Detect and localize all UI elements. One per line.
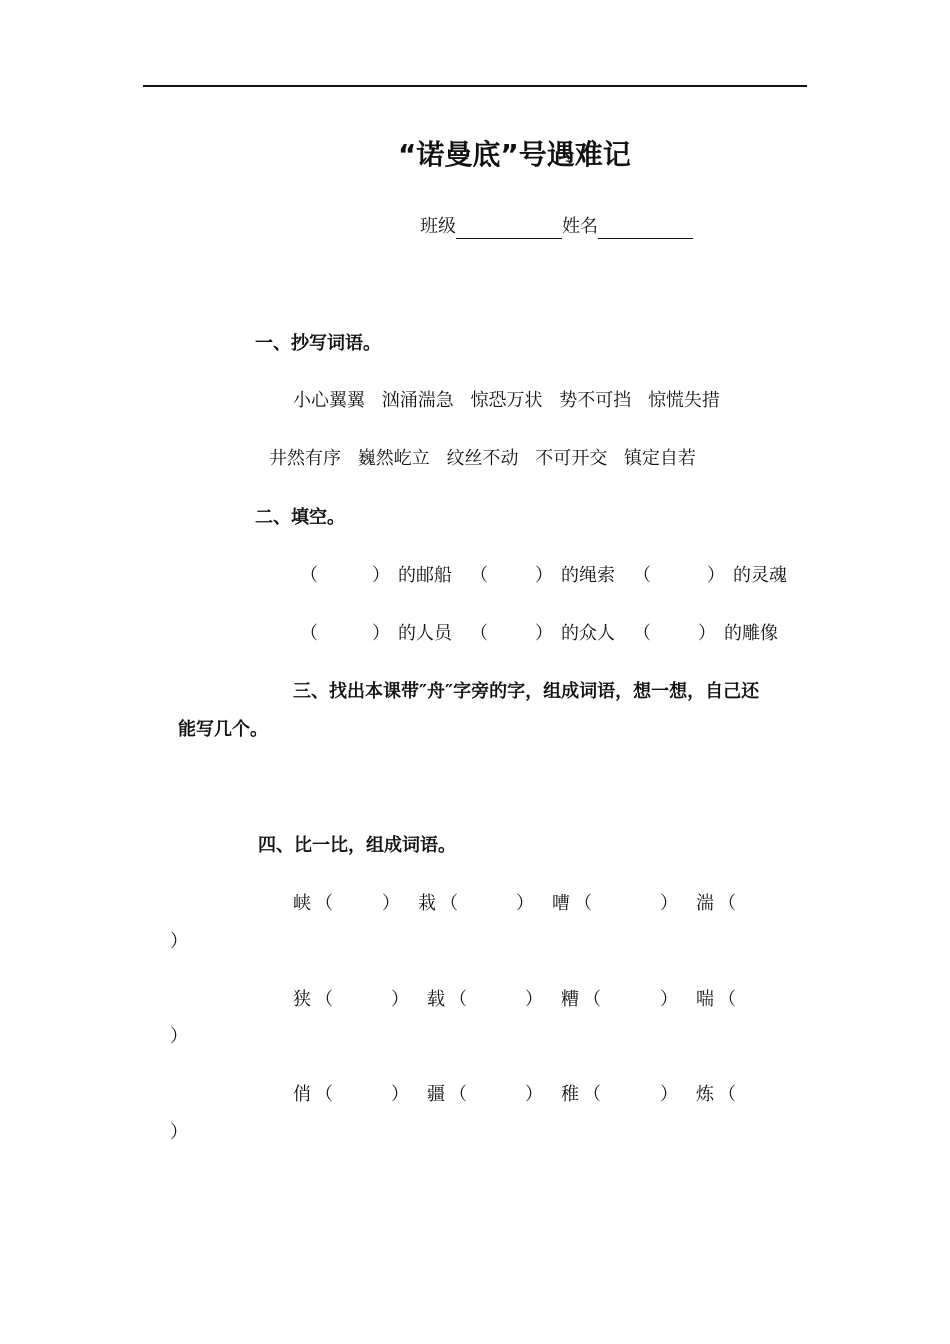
open-paren: （	[470, 623, 488, 644]
fill-suffix: 的雕像	[724, 623, 778, 644]
character: 糟	[561, 989, 579, 1010]
name-label: 姓名	[562, 216, 598, 237]
close-paren: ）	[707, 565, 725, 586]
close-paren: ）	[698, 623, 716, 644]
page-title: “诺曼底”号遇难记	[398, 138, 631, 171]
open-paren: （	[583, 1084, 601, 1105]
open-paren: （	[470, 565, 488, 586]
phrase: 巍然屹立	[357, 448, 430, 469]
close-paren: ）	[525, 1084, 543, 1105]
section2-heading: 二、填空。	[255, 507, 345, 528]
close-paren: ）	[170, 1122, 188, 1143]
class-label: 班级	[420, 216, 456, 237]
close-paren: ）	[391, 1084, 409, 1105]
character: 疆	[427, 1084, 445, 1105]
section3-line1: 三、找出本课带″舟″字旁的字，组成词语，想一想，自己还	[293, 681, 760, 702]
section3-line2: 能写几个。	[178, 719, 268, 740]
open-paren: （	[718, 1084, 736, 1105]
phrase: 势不可挡	[559, 390, 632, 411]
close-paren: ）	[170, 931, 188, 952]
open-paren: （	[574, 893, 592, 914]
open-paren: （	[315, 1084, 333, 1105]
character: 峡	[293, 893, 311, 914]
close-paren: ）	[660, 989, 678, 1010]
open-paren: （	[315, 989, 333, 1010]
open-paren: （	[449, 1084, 467, 1105]
close-paren: ）	[535, 565, 553, 586]
character: 栽	[418, 893, 436, 914]
open-paren: （	[300, 623, 318, 644]
close-paren: ）	[660, 893, 678, 914]
fill-suffix: 的绳索	[561, 565, 615, 586]
phrase: 汹涌湍急	[381, 390, 454, 411]
open-paren: （	[315, 893, 333, 914]
fill-suffix: 的灵魂	[733, 565, 787, 586]
fill-suffix: 的众人	[561, 623, 615, 644]
close-paren: ）	[535, 623, 553, 644]
section1-row2	[269, 447, 707, 471]
open-paren: （	[633, 623, 651, 644]
fill-suffix: 的人员	[398, 623, 452, 644]
close-paren: ）	[391, 989, 409, 1010]
open-paren: （	[718, 893, 736, 914]
section4-heading: 四、比一比，组成词语。	[258, 835, 456, 856]
character: 载	[427, 989, 445, 1010]
phrase: 纹丝不动	[446, 448, 519, 469]
close-paren: ）	[170, 1026, 188, 1047]
name-blank[interactable]	[598, 218, 693, 239]
open-paren: （	[583, 989, 601, 1010]
close-paren: ）	[660, 1084, 678, 1105]
section1-heading: 一、抄写词语。	[255, 333, 381, 354]
phrase: 惊慌失措	[647, 390, 720, 411]
close-paren: ）	[372, 565, 390, 586]
character: 炼	[696, 1084, 714, 1105]
phrase: 不可开交	[535, 448, 608, 469]
open-paren: （	[440, 893, 458, 914]
section1-row1	[293, 389, 731, 413]
close-paren: ）	[372, 623, 390, 644]
character: 喘	[696, 989, 714, 1010]
character: 嘈	[552, 893, 570, 914]
phrase: 井然有序	[269, 448, 341, 469]
open-paren: （	[633, 565, 651, 586]
open-paren: （	[449, 989, 467, 1010]
character: 湍	[696, 893, 714, 914]
character: 俏	[293, 1084, 311, 1105]
character: 狭	[293, 989, 311, 1010]
close-paren: ）	[516, 893, 534, 914]
phrase: 小心翼翼	[293, 390, 365, 411]
class-blank[interactable]	[456, 218, 562, 239]
close-paren: ）	[382, 893, 400, 914]
character: 稚	[561, 1084, 579, 1105]
close-paren: ）	[525, 989, 543, 1010]
fill-suffix: 的邮船	[398, 565, 452, 586]
open-paren: （	[300, 565, 318, 586]
student-info	[420, 215, 693, 239]
phrase: 镇定自若	[623, 448, 696, 469]
open-paren: （	[718, 989, 736, 1010]
phrase: 惊恐万状	[470, 390, 543, 411]
header-rule	[143, 85, 807, 87]
